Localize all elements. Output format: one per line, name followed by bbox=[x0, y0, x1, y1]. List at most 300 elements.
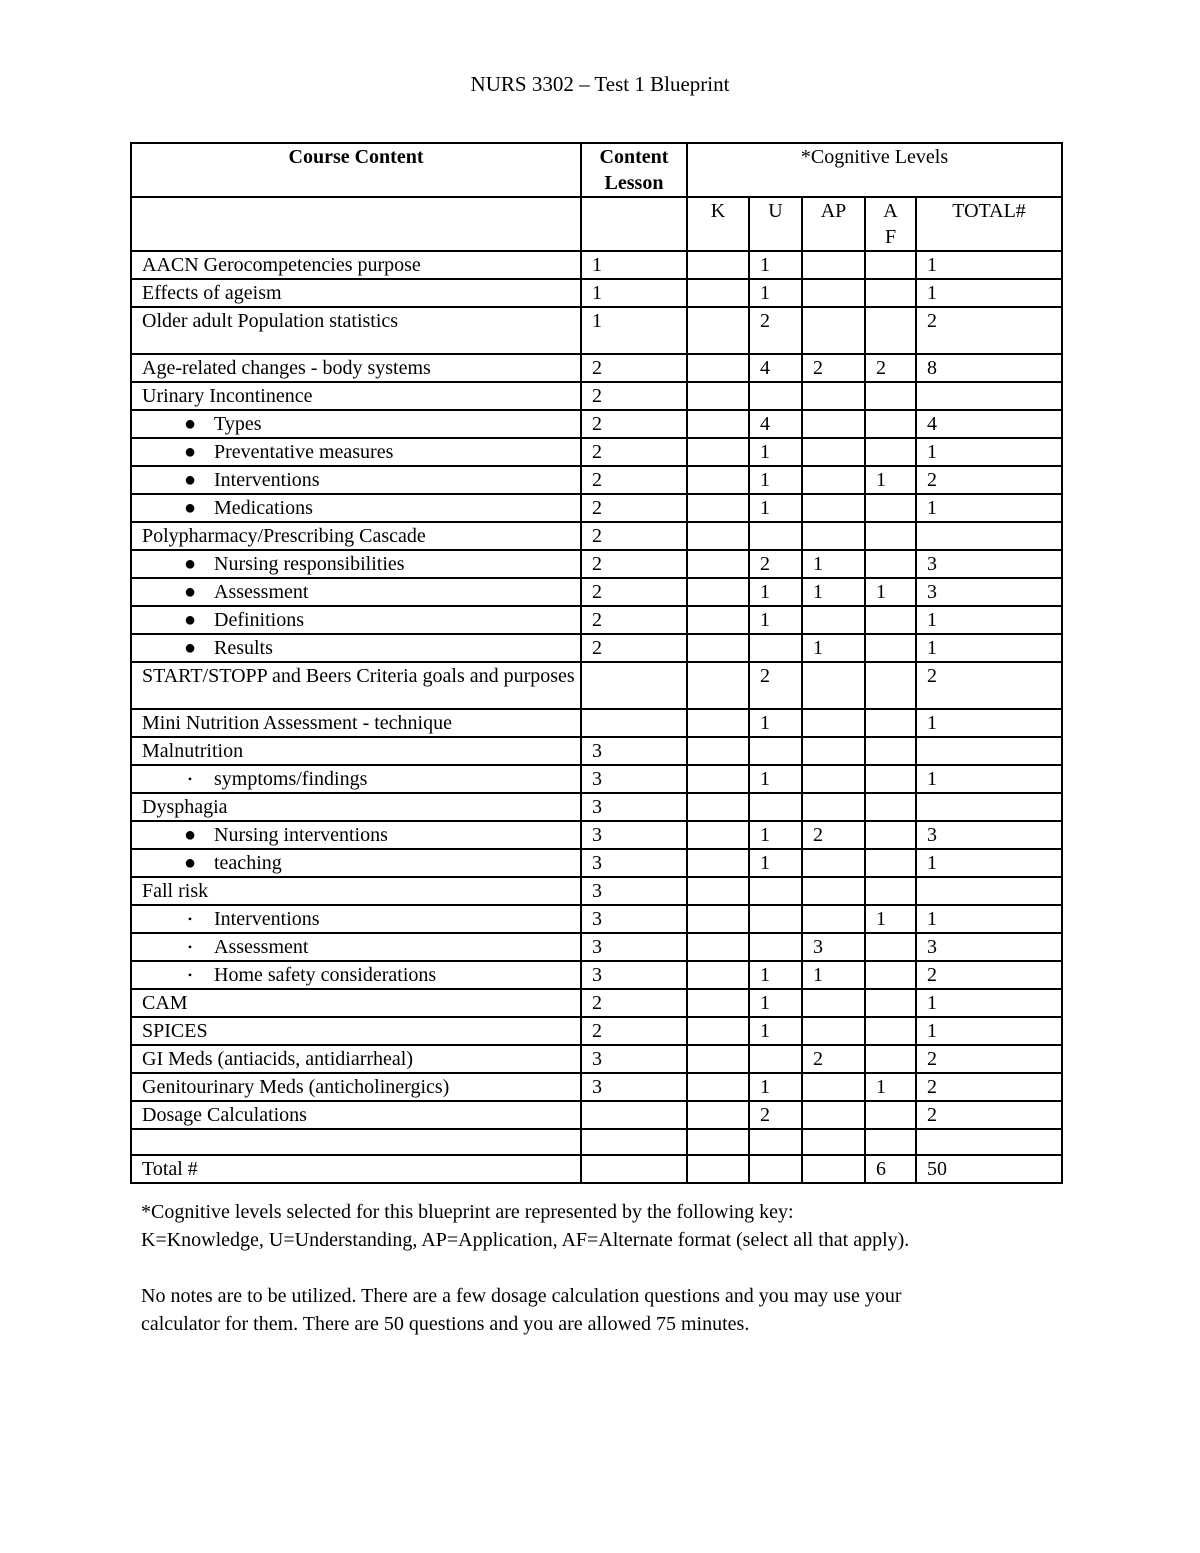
sub-item-label: Nursing interventions bbox=[214, 824, 388, 846]
k-cell bbox=[687, 709, 749, 737]
af-cell bbox=[865, 961, 916, 989]
total-cell: 1 bbox=[916, 494, 1062, 522]
k-cell bbox=[687, 737, 749, 765]
course-content-cell bbox=[131, 494, 581, 522]
bullet-icon: • bbox=[187, 968, 193, 982]
lesson-cell: 3 bbox=[581, 905, 687, 933]
k-cell bbox=[687, 662, 749, 709]
ap-cell bbox=[802, 382, 865, 410]
sub-item bbox=[142, 495, 313, 521]
key-line-1: *Cognitive levels selected for this blueprint are represented by the following key: bbox=[141, 1201, 794, 1223]
af-cell: 1 bbox=[865, 1073, 916, 1101]
af-cell bbox=[865, 251, 916, 279]
sub-item bbox=[142, 635, 273, 661]
lesson-cell: 3 bbox=[581, 1073, 687, 1101]
sub-item-label: Definitions bbox=[214, 609, 304, 631]
u-cell bbox=[749, 793, 802, 821]
k-cell bbox=[687, 961, 749, 989]
table-row bbox=[131, 1101, 1062, 1129]
total-cell: 50 bbox=[916, 1155, 1062, 1183]
k-cell bbox=[687, 877, 749, 905]
lesson-cell: 2 bbox=[581, 466, 687, 494]
ap-cell: 1 bbox=[802, 578, 865, 606]
lesson-cell: 3 bbox=[581, 877, 687, 905]
sub-item bbox=[142, 579, 308, 605]
ap-cell bbox=[802, 662, 865, 709]
course-content-cell bbox=[131, 550, 581, 578]
k-cell bbox=[687, 382, 749, 410]
header-content-lesson-line2: Lesson bbox=[604, 172, 664, 194]
total-cell bbox=[916, 382, 1062, 410]
ap-cell: 3 bbox=[802, 933, 865, 961]
header-af bbox=[865, 197, 916, 251]
sub-item-label: Preventative measures bbox=[214, 441, 394, 463]
af-cell bbox=[865, 1129, 916, 1155]
u-cell: 1 bbox=[749, 279, 802, 307]
course-content-cell: Total # bbox=[131, 1155, 581, 1183]
af-cell bbox=[865, 933, 916, 961]
document-title: NURS 3302 – Test 1 Blueprint bbox=[470, 72, 730, 96]
sub-item bbox=[142, 766, 367, 792]
af-cell bbox=[865, 662, 916, 709]
lesson-cell: 2 bbox=[581, 438, 687, 466]
lesson-cell: 2 bbox=[581, 382, 687, 410]
table-row bbox=[131, 989, 1062, 1017]
k-cell bbox=[687, 466, 749, 494]
bullet-icon: ● bbox=[183, 824, 197, 846]
u-cell: 1 bbox=[749, 961, 802, 989]
course-content-cell bbox=[131, 961, 581, 989]
ap-cell: 2 bbox=[802, 1045, 865, 1073]
u-cell: 1 bbox=[749, 989, 802, 1017]
af-cell bbox=[865, 709, 916, 737]
table-row bbox=[131, 905, 1062, 933]
course-content-cell: GI Meds (antiacids, antidiarrheal) bbox=[131, 1045, 581, 1073]
bullet-icon: ● bbox=[183, 413, 197, 435]
u-cell bbox=[749, 1045, 802, 1073]
k-cell bbox=[687, 634, 749, 662]
af-cell: 1 bbox=[865, 466, 916, 494]
table-row bbox=[131, 251, 1062, 279]
total-cell: 3 bbox=[916, 821, 1062, 849]
header-af-line1: A bbox=[883, 200, 898, 222]
total-cell: 1 bbox=[916, 1017, 1062, 1045]
total-cell: 3 bbox=[916, 933, 1062, 961]
af-cell bbox=[865, 877, 916, 905]
table-row bbox=[131, 1155, 1062, 1183]
lesson-cell: 2 bbox=[581, 550, 687, 578]
u-cell bbox=[749, 522, 802, 550]
header-ap: AP bbox=[802, 197, 865, 251]
lesson-cell: 1 bbox=[581, 307, 687, 354]
total-cell: 1 bbox=[916, 989, 1062, 1017]
header-blank-lesson bbox=[581, 197, 687, 251]
af-cell bbox=[865, 1101, 916, 1129]
header-content-lesson-line1: Content bbox=[599, 146, 669, 168]
af-cell bbox=[865, 522, 916, 550]
total-cell: 2 bbox=[916, 961, 1062, 989]
af-cell bbox=[865, 634, 916, 662]
header-u: U bbox=[749, 197, 802, 251]
k-cell bbox=[687, 410, 749, 438]
k-cell bbox=[687, 354, 749, 382]
sub-item bbox=[142, 467, 320, 493]
sub-item bbox=[142, 411, 261, 437]
table-row bbox=[131, 550, 1062, 578]
table-row bbox=[131, 1017, 1062, 1045]
ap-cell bbox=[802, 1155, 865, 1183]
table-row bbox=[131, 578, 1062, 606]
k-cell bbox=[687, 821, 749, 849]
lesson-cell: 3 bbox=[581, 1045, 687, 1073]
header-content-lesson bbox=[581, 143, 687, 197]
af-cell bbox=[865, 821, 916, 849]
k-cell bbox=[687, 550, 749, 578]
af-cell bbox=[865, 606, 916, 634]
table-row bbox=[131, 522, 1062, 550]
ap-cell: 2 bbox=[802, 821, 865, 849]
u-cell: 1 bbox=[749, 494, 802, 522]
bullet-icon: • bbox=[187, 772, 193, 786]
bullet-icon: ● bbox=[183, 852, 197, 874]
ap-cell: 1 bbox=[802, 634, 865, 662]
ap-cell: 1 bbox=[802, 961, 865, 989]
u-cell: 1 bbox=[749, 466, 802, 494]
k-cell bbox=[687, 1017, 749, 1045]
af-cell bbox=[865, 410, 916, 438]
sub-item bbox=[142, 906, 320, 932]
af-cell bbox=[865, 1045, 916, 1073]
af-cell bbox=[865, 494, 916, 522]
table-row bbox=[131, 494, 1062, 522]
sub-item bbox=[142, 551, 405, 577]
lesson-cell: 3 bbox=[581, 821, 687, 849]
key-line-2: K=Knowledge, U=Understanding, AP=Application, AF=Alternate format (select all that apply). bbox=[141, 1229, 910, 1251]
k-cell bbox=[687, 578, 749, 606]
total-cell: 2 bbox=[916, 307, 1062, 354]
course-content-cell: Malnutrition bbox=[131, 737, 581, 765]
u-cell: 2 bbox=[749, 550, 802, 578]
course-content-cell bbox=[131, 765, 581, 793]
sub-item bbox=[142, 962, 436, 988]
bullet-icon: ● bbox=[183, 441, 197, 463]
u-cell bbox=[749, 877, 802, 905]
lesson-cell: 1 bbox=[581, 279, 687, 307]
af-cell: 6 bbox=[865, 1155, 916, 1183]
course-content-cell bbox=[131, 606, 581, 634]
af-cell bbox=[865, 438, 916, 466]
lesson-cell: 2 bbox=[581, 634, 687, 662]
k-cell bbox=[687, 251, 749, 279]
u-cell bbox=[749, 1129, 802, 1155]
course-content-cell: START/STOPP and Beers Criteria goals and purposes bbox=[131, 662, 581, 709]
af-cell bbox=[865, 765, 916, 793]
header-row-2 bbox=[131, 197, 1062, 251]
table-row bbox=[131, 793, 1062, 821]
ap-cell bbox=[802, 1017, 865, 1045]
u-cell bbox=[749, 382, 802, 410]
lesson-cell: 3 bbox=[581, 737, 687, 765]
sub-item-label: Nursing responsibilities bbox=[214, 553, 405, 575]
table-row bbox=[131, 877, 1062, 905]
lesson-cell: 2 bbox=[581, 606, 687, 634]
table-row bbox=[131, 466, 1062, 494]
bullet-icon: • bbox=[187, 912, 193, 926]
table-row bbox=[131, 279, 1062, 307]
lesson-cell: 2 bbox=[581, 494, 687, 522]
k-cell bbox=[687, 438, 749, 466]
sub-item bbox=[142, 607, 304, 633]
ap-cell bbox=[802, 279, 865, 307]
ap-cell bbox=[802, 1129, 865, 1155]
lesson-cell bbox=[581, 1155, 687, 1183]
u-cell: 4 bbox=[749, 410, 802, 438]
u-cell: 1 bbox=[749, 821, 802, 849]
k-cell bbox=[687, 1155, 749, 1183]
ap-cell bbox=[802, 606, 865, 634]
lesson-cell: 3 bbox=[581, 933, 687, 961]
k-cell bbox=[687, 1073, 749, 1101]
course-content-cell: CAM bbox=[131, 989, 581, 1017]
table-row bbox=[131, 382, 1062, 410]
sub-item-label: Assessment bbox=[214, 581, 309, 603]
course-content-cell bbox=[131, 578, 581, 606]
k-cell bbox=[687, 793, 749, 821]
bullet-icon: ● bbox=[183, 469, 197, 491]
course-content-cell bbox=[131, 905, 581, 933]
k-cell bbox=[687, 606, 749, 634]
course-content-cell: SPICES bbox=[131, 1017, 581, 1045]
course-content-cell bbox=[131, 634, 581, 662]
total-cell: 1 bbox=[916, 905, 1062, 933]
table-row bbox=[131, 821, 1062, 849]
ap-cell bbox=[802, 438, 865, 466]
k-cell bbox=[687, 765, 749, 793]
u-cell bbox=[749, 905, 802, 933]
lesson-cell bbox=[581, 709, 687, 737]
header-blank-content bbox=[131, 197, 581, 251]
table-row bbox=[131, 634, 1062, 662]
ap-cell bbox=[802, 307, 865, 354]
lesson-cell: 3 bbox=[581, 765, 687, 793]
k-cell bbox=[687, 849, 749, 877]
u-cell bbox=[749, 634, 802, 662]
course-content-cell bbox=[131, 1129, 581, 1155]
total-cell: 2 bbox=[916, 1073, 1062, 1101]
course-content-cell: Genitourinary Meds (anticholinergics) bbox=[131, 1073, 581, 1101]
sub-item-label: Types bbox=[214, 413, 262, 435]
u-cell bbox=[749, 737, 802, 765]
total-cell: 1 bbox=[916, 849, 1062, 877]
sub-item bbox=[142, 850, 282, 876]
af-cell bbox=[865, 989, 916, 1017]
ap-cell bbox=[802, 737, 865, 765]
course-content-cell: Urinary Incontinence bbox=[131, 382, 581, 410]
k-cell bbox=[687, 1101, 749, 1129]
table-row bbox=[131, 1073, 1062, 1101]
sub-item-label: teaching bbox=[214, 852, 282, 874]
lesson-cell: 2 bbox=[581, 410, 687, 438]
bullet-icon: ● bbox=[183, 553, 197, 575]
bullet-icon: ● bbox=[183, 637, 197, 659]
course-content-cell: Dysphagia bbox=[131, 793, 581, 821]
ap-cell bbox=[802, 466, 865, 494]
course-content-cell bbox=[131, 410, 581, 438]
total-cell bbox=[916, 737, 1062, 765]
lesson-cell: 2 bbox=[581, 354, 687, 382]
ap-cell bbox=[802, 905, 865, 933]
u-cell: 1 bbox=[749, 849, 802, 877]
course-content-cell: Mini Nutrition Assessment - technique bbox=[131, 709, 581, 737]
total-cell: 1 bbox=[916, 709, 1062, 737]
total-cell: 1 bbox=[916, 279, 1062, 307]
total-cell: 8 bbox=[916, 354, 1062, 382]
course-content-cell bbox=[131, 933, 581, 961]
u-cell: 1 bbox=[749, 1017, 802, 1045]
bullet-icon: ● bbox=[183, 497, 197, 519]
bullet-icon: ● bbox=[183, 609, 197, 631]
u-cell: 2 bbox=[749, 307, 802, 354]
af-cell: 2 bbox=[865, 354, 916, 382]
sub-item-label: symptoms/findings bbox=[214, 768, 368, 790]
u-cell: 2 bbox=[749, 1101, 802, 1129]
table-row bbox=[131, 1129, 1062, 1155]
header-k: K bbox=[687, 197, 749, 251]
u-cell: 1 bbox=[749, 578, 802, 606]
bullet-icon: ● bbox=[183, 581, 197, 603]
sub-item-label: Interventions bbox=[214, 908, 320, 930]
course-content-cell: Age-related changes - body systems bbox=[131, 354, 581, 382]
k-cell bbox=[687, 522, 749, 550]
lesson-cell: 3 bbox=[581, 849, 687, 877]
header-cognitive-levels: *Cognitive Levels bbox=[687, 143, 1062, 197]
sub-item-label: Results bbox=[214, 637, 273, 659]
ap-cell bbox=[802, 1101, 865, 1129]
k-cell bbox=[687, 1129, 749, 1155]
lesson-cell bbox=[581, 1101, 687, 1129]
af-cell bbox=[865, 307, 916, 354]
total-cell: 3 bbox=[916, 578, 1062, 606]
sub-item-label: Home safety considerations bbox=[214, 964, 437, 986]
total-cell: 1 bbox=[916, 765, 1062, 793]
sub-item-label: Medications bbox=[214, 497, 313, 519]
ap-cell bbox=[802, 709, 865, 737]
course-content-cell: Older adult Population statistics bbox=[131, 307, 581, 354]
lesson-cell: 3 bbox=[581, 793, 687, 821]
total-cell: 3 bbox=[916, 550, 1062, 578]
k-cell bbox=[687, 307, 749, 354]
table-row bbox=[131, 354, 1062, 382]
header-course-content: Course Content bbox=[131, 143, 581, 197]
table-row bbox=[131, 737, 1062, 765]
table-row bbox=[131, 765, 1062, 793]
total-cell: 2 bbox=[916, 466, 1062, 494]
u-cell: 4 bbox=[749, 354, 802, 382]
course-content-cell bbox=[131, 849, 581, 877]
table-row bbox=[131, 307, 1062, 354]
total-cell: 1 bbox=[916, 438, 1062, 466]
lesson-cell: 2 bbox=[581, 578, 687, 606]
course-content-cell bbox=[131, 821, 581, 849]
total-cell: 2 bbox=[916, 662, 1062, 709]
course-content-cell bbox=[131, 438, 581, 466]
lesson-cell: 1 bbox=[581, 251, 687, 279]
af-cell bbox=[865, 1017, 916, 1045]
ap-cell bbox=[802, 251, 865, 279]
ap-cell bbox=[802, 765, 865, 793]
u-cell: 1 bbox=[749, 251, 802, 279]
u-cell bbox=[749, 1155, 802, 1183]
course-content-cell: Polypharmacy/Prescribing Cascade bbox=[131, 522, 581, 550]
sub-item-label: Interventions bbox=[214, 469, 320, 491]
course-content-cell: AACN Gerocompetencies purpose bbox=[131, 251, 581, 279]
table-row bbox=[131, 438, 1062, 466]
ap-cell bbox=[802, 522, 865, 550]
bullet-icon: • bbox=[187, 940, 193, 954]
k-cell bbox=[687, 989, 749, 1017]
sub-item bbox=[142, 439, 393, 465]
ap-cell bbox=[802, 989, 865, 1017]
af-cell bbox=[865, 550, 916, 578]
header-row-1 bbox=[131, 143, 1062, 197]
table-row bbox=[131, 662, 1062, 709]
u-cell: 2 bbox=[749, 662, 802, 709]
total-cell bbox=[916, 793, 1062, 821]
header-af-line2: F bbox=[884, 226, 897, 248]
total-cell: 2 bbox=[916, 1101, 1062, 1129]
table-row bbox=[131, 933, 1062, 961]
course-content-cell: Dosage Calculations bbox=[131, 1101, 581, 1129]
table-row bbox=[131, 961, 1062, 989]
notes-section bbox=[141, 1198, 1061, 1338]
lesson-cell: 3 bbox=[581, 961, 687, 989]
ap-cell: 1 bbox=[802, 550, 865, 578]
course-content-cell: Fall risk bbox=[131, 877, 581, 905]
table-row bbox=[131, 410, 1062, 438]
lesson-cell bbox=[581, 1129, 687, 1155]
total-cell: 4 bbox=[916, 410, 1062, 438]
ap-cell: 2 bbox=[802, 354, 865, 382]
af-cell bbox=[865, 793, 916, 821]
lesson-cell: 2 bbox=[581, 1017, 687, 1045]
ap-cell bbox=[802, 494, 865, 522]
header-total: TOTAL# bbox=[916, 197, 1062, 251]
total-cell bbox=[916, 522, 1062, 550]
table-row bbox=[131, 849, 1062, 877]
u-cell bbox=[749, 933, 802, 961]
lesson-cell bbox=[581, 662, 687, 709]
instructions-line-1: No notes are to be utilized. There are a few dosage calculation questions and you may use your bbox=[141, 1285, 902, 1307]
instructions-line-2: calculator for them. There are 50 questions and you are allowed 75 minutes. bbox=[141, 1313, 750, 1335]
ap-cell bbox=[802, 410, 865, 438]
total-cell: 2 bbox=[916, 1045, 1062, 1073]
k-cell bbox=[687, 905, 749, 933]
u-cell: 1 bbox=[749, 1073, 802, 1101]
sub-item bbox=[142, 822, 388, 848]
ap-cell bbox=[802, 793, 865, 821]
ap-cell bbox=[802, 849, 865, 877]
ap-cell bbox=[802, 877, 865, 905]
total-cell bbox=[916, 877, 1062, 905]
af-cell bbox=[865, 849, 916, 877]
course-content-cell bbox=[131, 466, 581, 494]
total-cell: 1 bbox=[916, 634, 1062, 662]
total-cell bbox=[916, 1129, 1062, 1155]
k-cell bbox=[687, 494, 749, 522]
blueprint-table bbox=[130, 142, 1063, 1184]
af-cell bbox=[865, 737, 916, 765]
table-row bbox=[131, 1045, 1062, 1073]
